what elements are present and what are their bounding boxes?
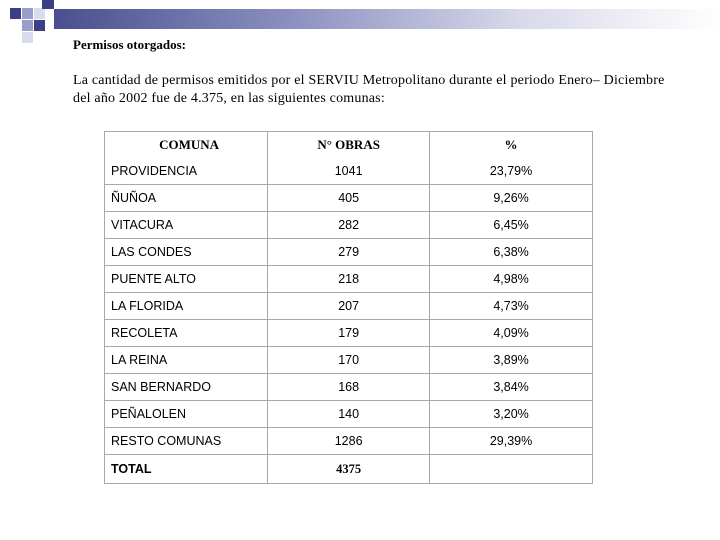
cell-obras: 405 — [268, 185, 430, 212]
header-square — [42, 0, 54, 9]
cell-comuna: ÑUÑOA — [105, 185, 268, 212]
cell-percent: 4,09% — [430, 320, 593, 347]
slide-title: Permisos otorgados: — [73, 37, 187, 52]
cell-obras: 1286 — [268, 428, 430, 455]
cell-obras: 207 — [268, 293, 430, 320]
table-row — [105, 239, 593, 266]
cell-percent: 3,89% — [430, 347, 593, 374]
cell-comuna: LA FLORIDA — [105, 293, 268, 320]
header-square — [22, 32, 33, 43]
cell-obras: 170 — [268, 347, 430, 374]
cell-percent: 3,84% — [430, 374, 593, 401]
table-row — [105, 266, 593, 293]
header-band — [54, 9, 720, 29]
cell-obras: 140 — [268, 401, 430, 428]
table-total-row — [105, 455, 593, 484]
cell-obras: 218 — [268, 266, 430, 293]
cell-comuna: VITACURA — [105, 212, 268, 239]
table-row — [105, 185, 593, 212]
table-row — [105, 401, 593, 428]
cell-percent: 29,39% — [430, 428, 593, 455]
header-square — [34, 8, 45, 19]
table-row — [105, 158, 593, 185]
column-header-comuna: COMUNA — [159, 137, 220, 152]
cell-comuna: RECOLETA — [105, 320, 268, 347]
cell-percent: 9,26% — [430, 185, 593, 212]
cell-comuna: PUENTE ALTO — [105, 266, 268, 293]
intro-paragraph: La cantidad de permisos emitidos por el SERVIU Metropolitano durante el periodo Enero– Diciembre del año 2002 fue de 4.375, en las siguientes comunas: — [73, 73, 665, 106]
cell-comuna: PEÑALOLEN — [105, 401, 268, 428]
cell-comuna: SAN BERNARDO — [105, 374, 268, 401]
cell-percent: 23,79% — [430, 158, 593, 185]
cell-percent: 6,45% — [430, 212, 593, 239]
cell-comuna: LAS CONDES — [105, 239, 268, 266]
cell-percent: 6,38% — [430, 239, 593, 266]
cell-obras: 179 — [268, 320, 430, 347]
cell-comuna: RESTO COMUNAS — [105, 428, 268, 455]
cell-comuna: LA REINA — [105, 347, 268, 374]
table-header-row — [105, 132, 593, 159]
cell-percent: 4,73% — [430, 293, 593, 320]
table-row — [105, 428, 593, 455]
column-header-percent: % — [430, 132, 593, 159]
table-row — [105, 293, 593, 320]
cell-total-percent — [430, 455, 593, 484]
cell-obras: 1041 — [268, 158, 430, 185]
table-row — [105, 374, 593, 401]
table-row — [105, 212, 593, 239]
cell-obras: 282 — [268, 212, 430, 239]
cell-total-obras: 4375 — [268, 455, 430, 484]
cell-percent: 4,98% — [430, 266, 593, 293]
header-square — [34, 20, 45, 31]
header-square — [22, 8, 33, 19]
table-row — [105, 320, 593, 347]
cell-obras: 168 — [268, 374, 430, 401]
cell-obras: 279 — [268, 239, 430, 266]
cell-comuna: PROVIDENCIA — [111, 164, 198, 178]
table-row — [105, 347, 593, 374]
column-header-obras: N° OBRAS — [268, 132, 430, 159]
cell-total-label: TOTAL — [105, 455, 268, 484]
header-square — [22, 20, 33, 31]
header-square — [10, 8, 21, 19]
cell-percent: 3,20% — [430, 401, 593, 428]
permits-table — [104, 131, 593, 484]
